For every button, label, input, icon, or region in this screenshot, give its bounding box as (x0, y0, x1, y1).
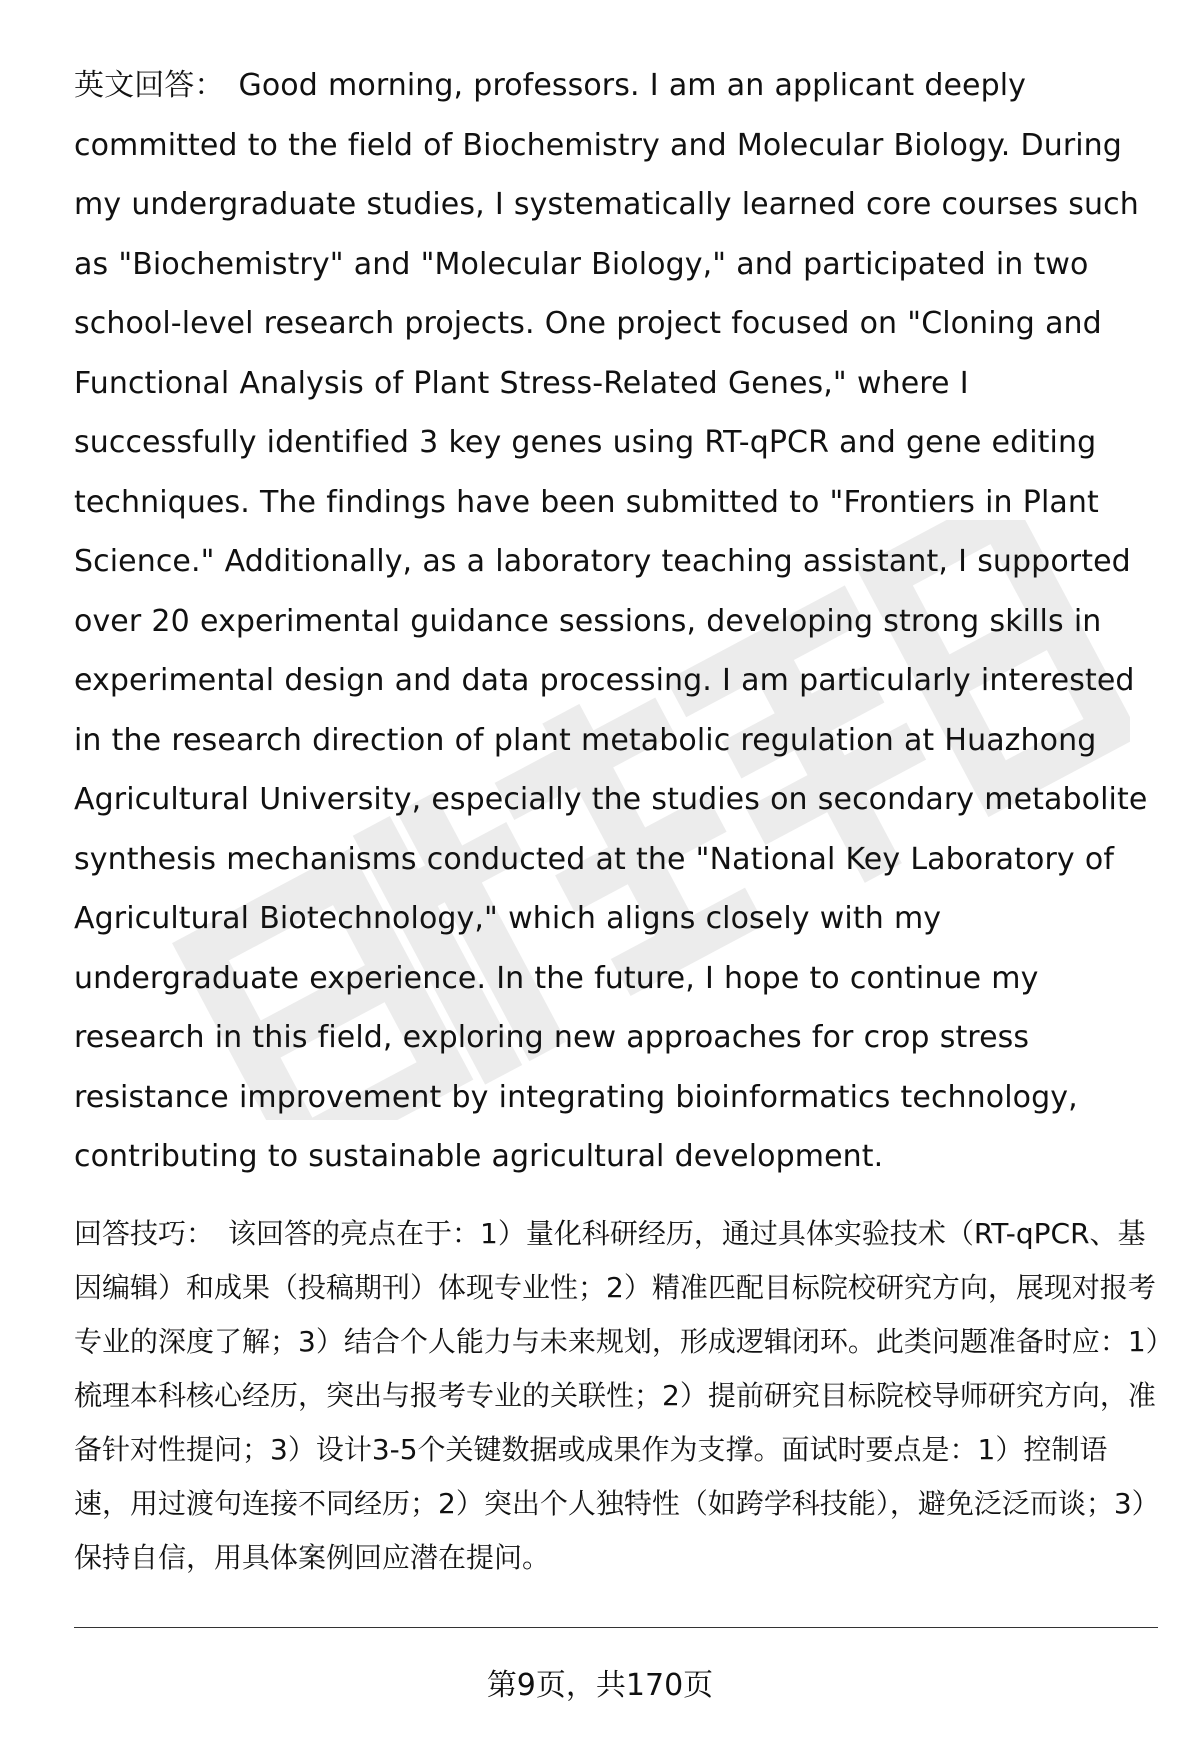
page-number: 第9页，共170页 (486, 1668, 714, 1703)
footer-divider (74, 1627, 1158, 1628)
english-answer-paragraph (74, 56, 1160, 1187)
english-answer-text: Good morning, professors. I am an applicant deeply committed to the field of Biochemistry and Molecular Biology. During my undergraduate studies, I systematically learned core courses such as "Biochemistry" and "Molecular Biology," and participated in two school-level research projects. One project focused on "Cloning and Functional Analysis of Plant Stress-Related Genes," where I successfully identified 3 key genes using RT-qPCR and gene editing techniques. The findings have been submitted to "Frontiers in Plant Science." Additionally, as a laboratory teaching assistant, I supported over 20 experimental guidance sessions, developing strong skills in experimental design and data processing. I am particularly interested in the research direction of plant metabolic regulation at Huazhong Agricultural University, especially the studies on secondary metabolite synthesis mechanisms conducted at the "National Key Laboratory of Agricultural Biotechnology," which aligns closely with my undergraduate experience. In the future, I hope to continue my research in this field, exploring new approaches for crop stress resistance improvement by integrating bioinformatics technology, contributing to sustainable agricultural development. (74, 68, 1148, 1174)
answer-tips-label: 回答技巧： (74, 1216, 215, 1250)
answer-tips-paragraph (74, 1207, 1160, 1585)
document-content (74, 56, 1160, 1585)
english-answer-label: 英文回答： (74, 68, 225, 103)
answer-tips-text: 该回答的亮点在于：1）量化科研经历，通过具体实验技术（RT-qPCR、基因编辑）和成果（投稿期刊）体现专业性；2）精准匹配目标院校研究方向，展现对报考专业的深度了解；3）结合个人能力与未来规划，形成逻辑闭环。此类问题准备时应：1）梳理本科核心经历，突出与报考专业的关联性；2）提前研究目标院校导师研究方向，准备针对性提问；3）设计3-5个关键数据或成果作为支撑。面试时要点是：1）控制语速，用过渡句连接不同经历；2）突出个人独特性（如跨学科技能），避免泛泛而谈；3）保持自信，用具体案例回应潜在提问。 (74, 1216, 1160, 1574)
